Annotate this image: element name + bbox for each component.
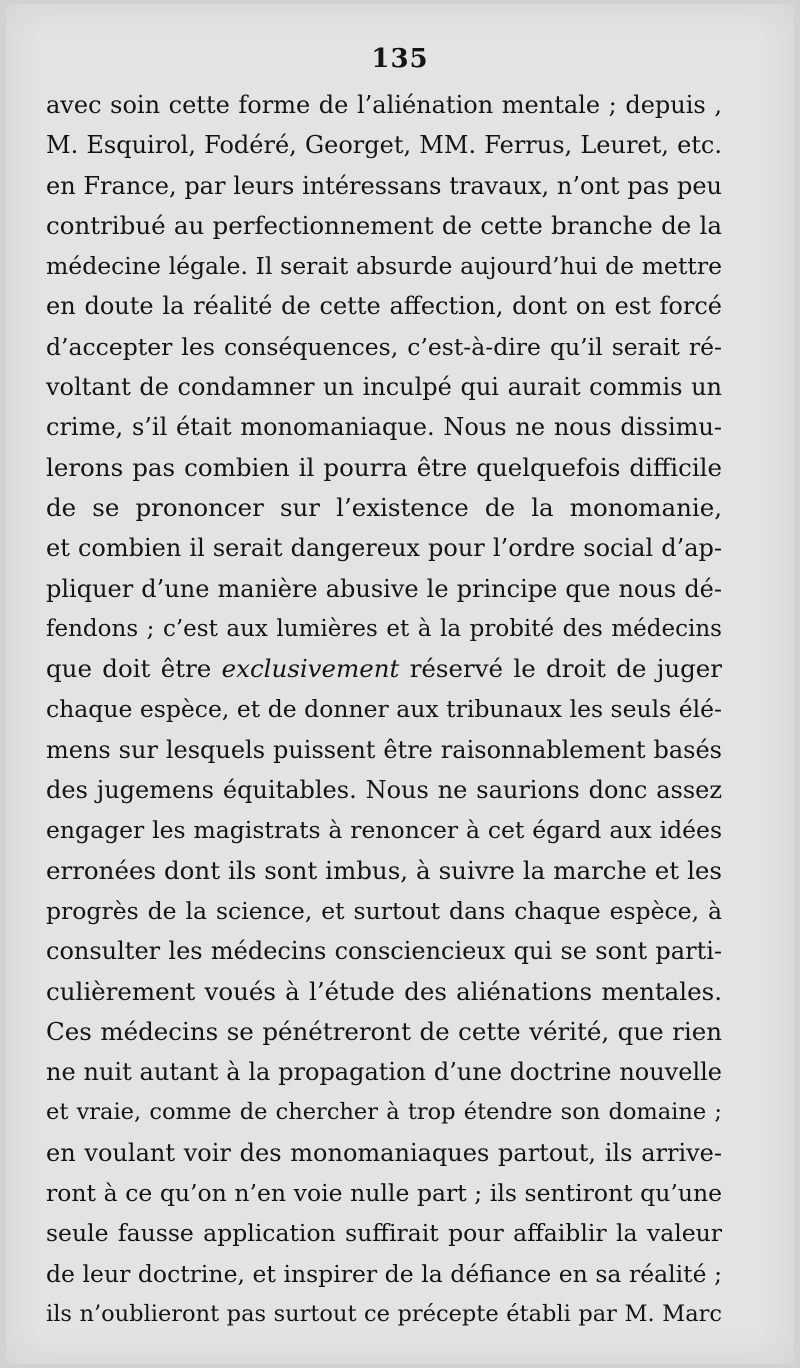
text-line: contribué au perfectionnement de cette branche de la	[46, 210, 722, 240]
text-line	[46, 649, 722, 689]
italic-word: exclusivement	[221, 654, 400, 684]
text-line: culièrement voués à l’étude des aliénations mentales.	[46, 976, 722, 1006]
text-line: engager les magistrats à renoncer à cet égard aux idées	[46, 816, 722, 845]
text-segment: que doit être	[46, 654, 222, 684]
book-page	[6, 4, 794, 1364]
text-line: chaque espèce, et de donner aux tribunaux les seuls élé-	[46, 695, 722, 724]
text-line: erronées dont ils sont imbus, à suivre la marche et les	[46, 855, 722, 885]
text-line: seule fausse application suffirait pour affaiblir la valeur	[46, 1219, 722, 1248]
text-line: M. Esquirol, Fodéré, Georget, MM. Ferrus, Leuret, etc.	[46, 131, 722, 160]
text-line: fendons ; c’est aux lumières et à la probité des médecins	[46, 615, 722, 642]
text-line: voltant de condamner un inculpé qui aurait commis un	[46, 373, 722, 402]
text-line: Ces médecins se pénétreront de cette vérité, que rien	[46, 1016, 722, 1046]
text-line: d’accepter les conséquences, c’est-à-dire qu’il serait ré-	[46, 332, 722, 361]
text-line: mens sur lesquels puissent être raisonnablement basés	[46, 735, 722, 764]
text-line: de se prononcer sur l’existence de la monomanie,	[46, 492, 722, 522]
text-line: de leur doctrine, et inspirer de la défiance en sa réalité ;	[46, 1259, 722, 1288]
text-line: en voulant voir des monomaniaques partout, ils arrive-	[46, 1138, 722, 1167]
text-line: consulter les médecins consciencieux qui se sont parti-	[46, 937, 722, 966]
text-line: progrès de la science, et surtout dans chaque espèce, à	[46, 896, 722, 925]
text-line: lerons pas combien il pourra être quelquefois difficile	[46, 452, 722, 482]
text-line: médecine légale. Il serait absurde aujourd’hui de mettre	[46, 252, 722, 281]
text-segment: réservé le droit de juger	[399, 654, 722, 684]
text-line: et combien il serait dangereux pour l’ordre social d’ap-	[46, 534, 722, 563]
text-line: et vraie, comme de chercher à trop étendre son domaine ;	[46, 1099, 722, 1126]
text-line: ils n’oublieront pas surtout ce précepte établi par M. Marc	[46, 1300, 722, 1327]
text-line: pliquer d’une manière abusive le principe que nous dé-	[46, 574, 722, 603]
text-line: avec soin cette forme de l’aliénation mentale ; depuis ,	[46, 91, 722, 119]
text-line: ne nuit autant à la propagation d’une doctrine nouvelle	[46, 1058, 722, 1087]
text-line: crime, s’il était monomaniaque. Nous ne nous dissimu-	[46, 413, 722, 442]
text-line: ront à ce qu’on n’en voie nulle part ; ils sentiront qu’une	[46, 1179, 722, 1208]
page-number: 135	[371, 44, 429, 74]
body-text	[46, 85, 722, 1334]
text-line: en doute la réalité de cette affection, dont on est forcé	[46, 292, 722, 321]
text-line: des jugemens équitables. Nous ne saurions donc assez	[46, 776, 722, 805]
text-line: en France, par leurs intéressans travaux, n’ont pas peu	[46, 171, 722, 200]
